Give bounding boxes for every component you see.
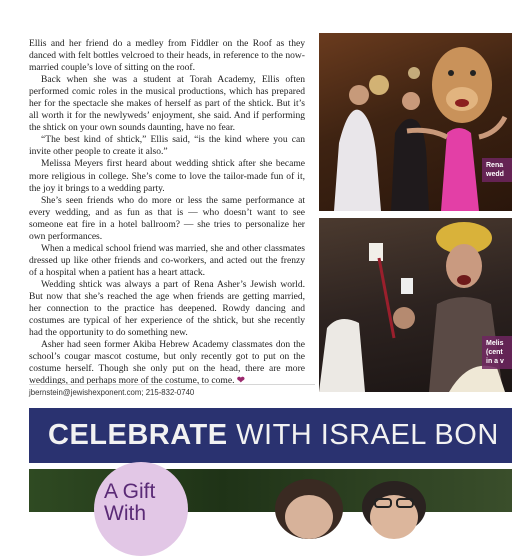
caption-line: Melis [486,340,504,347]
article-paragraph: When a medical school friend was married, she and other classmates dressed up like other friends and co-workers, and acted out the frenzy of a hospital when a patient has a heart attack. [29,242,305,278]
gift-headline-line2: With [104,502,146,525]
article-paragraph-last [29,339,305,387]
article-paragraph: Wedding shtick was always a part of Rena Asher’s Jewish world. But now that she’s reached the age when friends are getting married, her connection to the practice has deepened. Rowdy dancing and costumes are typical of her experience of the shtick, but she recently had the opportunity to do something new. [29,278,305,339]
author-contact: jbernstein@jewishexponent.com; 215-832-0740 [29,384,315,397]
advertisement-photo [29,469,512,525]
israel-bonds-banner [29,408,512,463]
caption-line: Rena [486,162,504,169]
gift-headline-line1: A Gift [104,480,156,503]
article-paragraph: She’s seen friends who do more or less the same performance at every wedding, and as fun as that is — who doesn’t want to see someone eat fire in a hotel ballroom? — she tries to personalize her own performances. [29,194,305,242]
photo2-caption [482,336,512,369]
caption-line: wedd [486,171,504,178]
photo-mascot-dancing [319,33,512,211]
article-body [29,38,305,387]
heart-end-mark-icon: ❤ [236,375,245,387]
article-paragraph: “The best kind of shtick,” Ellis said, “is the kind where you can invite other people to create it also.” [29,134,305,158]
photo1-caption [482,158,512,182]
article-paragraph: Ellis and her friend do a medley from Fiddler on the Roof as they danced with felt bottles velcroed to their heads, in reference to the now-married couple’s love of sitting on the roof. [29,38,305,74]
article-paragraph-text: Asher had seen former Akiba Hebrew Academy classmates don the school’s cougar mascot costume, but only recently got to put on the costume herself. Though she only put on the head, there are more weddings, and perhaps more of the costume, to come. [29,339,305,387]
banner-headline-bold: CELEBRATE [48,419,228,451]
article-paragraph: Back when she was a student at Torah Academy, Ellis often performed comic roles in the musical productions, which has prepared her for the spectacle she makes of herself as part of the shtick. But it’s all worth it for the newlyweds’ enjoyment, she said. And if performing the shtick on your own sounds daunting, have no fear. [29,74,305,134]
banner-headline-rest: WITH ISRAEL BON [227,419,499,451]
caption-line: (cent [486,349,503,356]
photo-mascot-illustration [319,33,512,211]
banner-headline [48,419,499,452]
caption-line: in a v [486,358,504,365]
article-paragraph: Melissa Meyers first heard about wedding shtick after she became more religious in college. She’s come to love the tailor-made fun of it, the joy it brings to a wedding party. [29,158,305,194]
ad-people-illustration [29,469,512,512]
photo-costume-party [319,218,512,392]
